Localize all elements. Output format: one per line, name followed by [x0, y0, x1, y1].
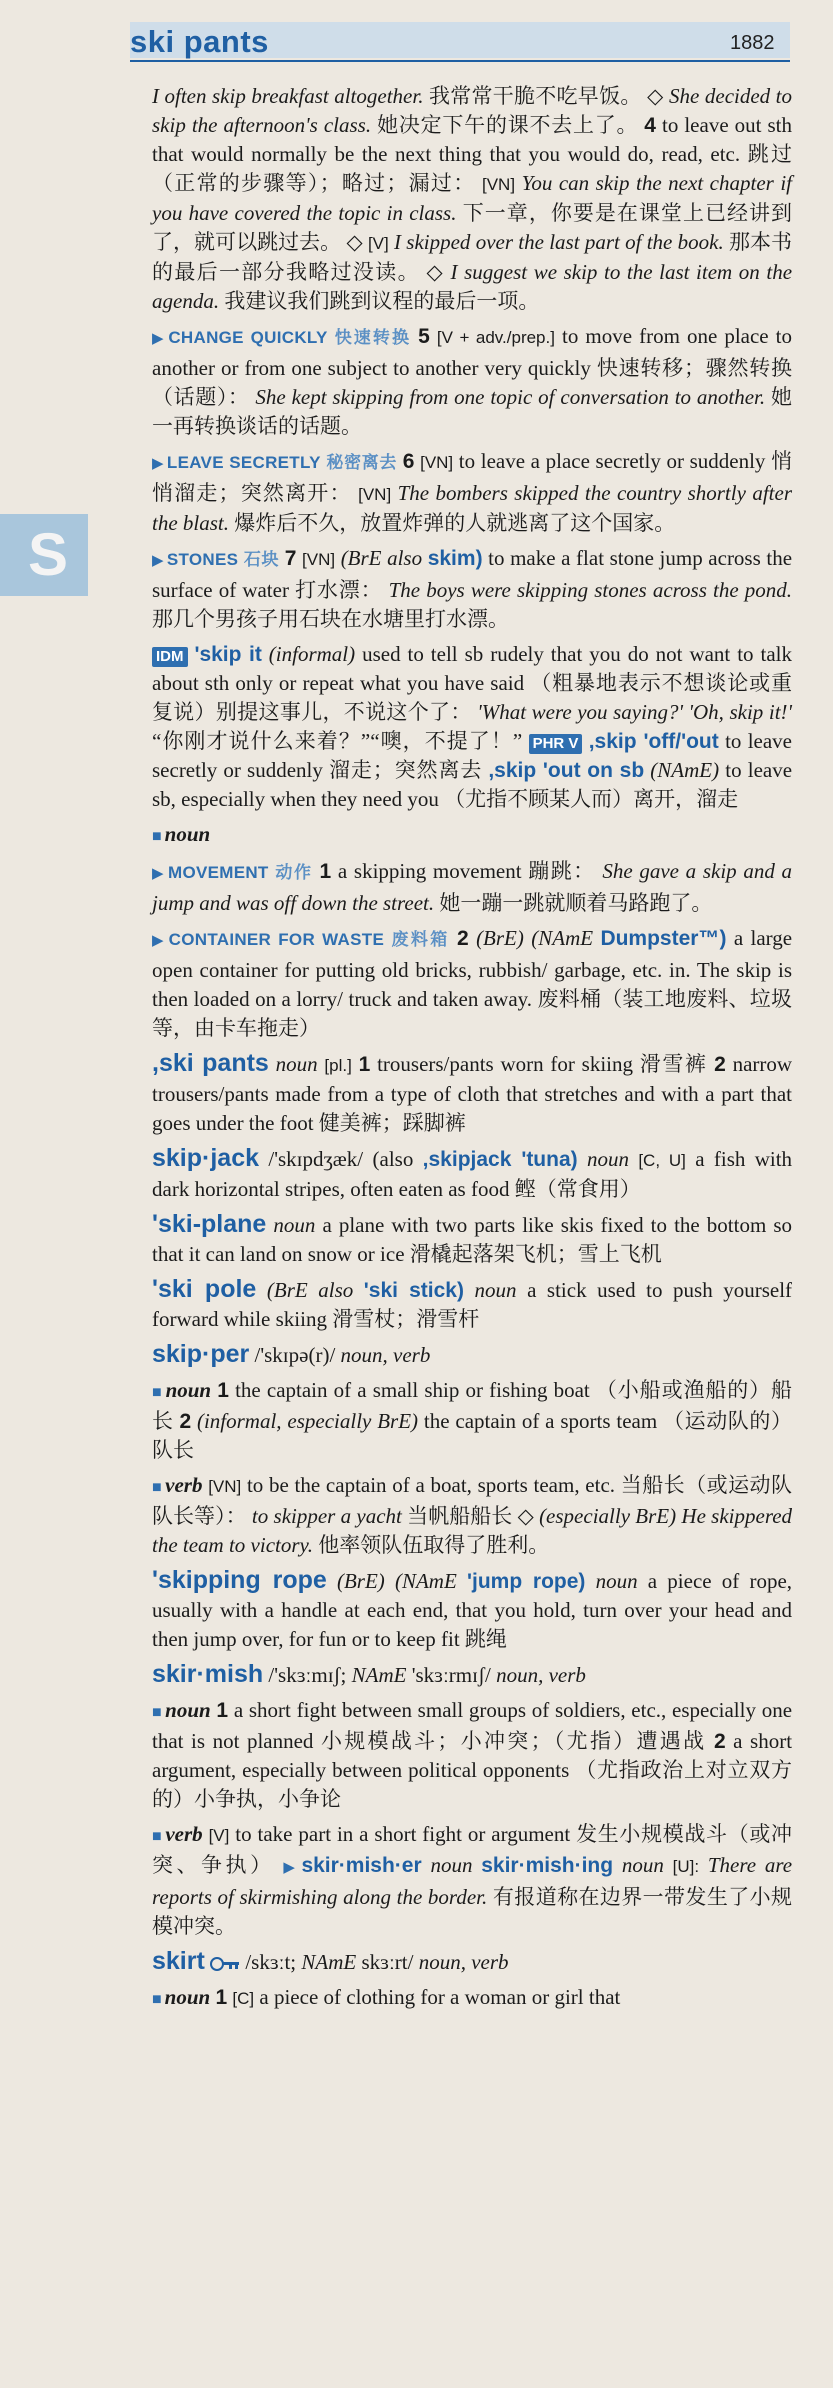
headword: 'ski pole: [152, 1275, 257, 1303]
skipper-verb: ■ verb [VN] to be the captain of a boat, sports team, etc. 当船长（或运动队队长等）： to skipper a yacht 当帆船船长 ◇ (especially BrE) He skippered the team to victory. 他率领队伍取得了胜利。: [152, 1473, 793, 1557]
entry-skipjack: skip·jack /'skɪpdʒæk/ (also ,skipjack 'tuna) noun [C, U] a fish with dark horizontal stripes, often eaten as food 鲣（常食用）: [152, 1144, 793, 1201]
entry-skipping-rope: 'skipping rope (BrE) (NAmE 'jump rope) noun a piece of rope, usually with a handle at each end, that you hold, turn over your head and then jump over, for fun or to keep fit 跳绳: [152, 1566, 793, 1651]
headword: 'ski-plane: [152, 1210, 267, 1238]
sense-leave-secretly: ▶ LEAVE SECRETLY 秘密离去 6 [VN] to leave a place secretly or suddenly 悄悄溜走；突然离开： [VN] The bombers skipped the country shortly after the blast. 爆炸后不久，放置炸弹的人就逃离了这个国家。: [152, 449, 793, 535]
triangle-bullet-icon: ▶: [152, 933, 166, 949]
square-bullet-icon: ■: [152, 1384, 163, 1401]
entry-skipper: skip·per /'skɪpə(r)/ noun, verb: [152, 1340, 431, 1368]
triangle-bullet-icon: ▶: [283, 1860, 299, 1876]
skipper-noun: ■ noun 1 the captain of a small ship or fishing boat （小船或渔船的）船长 2 (informal, especially BrE) the captain of a sports team （运动队的）队长: [152, 1378, 793, 1462]
square-bullet-icon: ■: [152, 1704, 163, 1721]
skip-verb-continuation: I often skip breakfast altogether. 我常常干脆不吃早饭。 ◇ She decided to skip the afternoon's class. 她决定下午的课不去上了。 4 to leave out sth that would normally be the next thing that you would do, read, etc. 跳过（正常的步骤等）；略过；漏过： [VN] You can skip the next chapter if you have covered the topic in class. 下一章，你要是在课堂上已经讲到了，就可以跳过去。 ◇ [V] I skipped over the last part of the book. 那本书的最后一部分我略过没读。 ◇ I suggest we skip to the last item on the agenda. 我建议我们跳到议程的最后一项。: [152, 84, 793, 313]
sense-stones: ▶ STONES 石块 7 [VN] (BrE also skim) to make a flat stone jump across the surface of water 打水漂： The boys were skipping stones across the pond. 那几个男孩子用石块在水塘里打水漂。: [152, 546, 793, 631]
square-bullet-icon: ■: [152, 1828, 163, 1845]
sense-change-quickly: ▶ CHANGE QUICKLY 快速转换 5 [V + adv./prep.] to move from one place to another or from one subject to another very quickly 快速转移；骤然转换（话题）： She kept skipping from one topic of conversation to another. 她一再转换谈话的话题。: [152, 324, 793, 438]
headword: skip·per: [152, 1340, 250, 1368]
signpost: MOVEMENT: [167, 863, 269, 882]
key-icon: [210, 1957, 240, 1971]
page-number: 1882: [730, 32, 775, 54]
signpost: STONES: [166, 550, 239, 569]
triangle-bullet-icon: ▶: [152, 331, 166, 347]
skirt-noun: ■ noun 1 [C] a piece of clothing for a woman or girl that: [152, 1985, 621, 2009]
headword: ,ski pants: [152, 1049, 269, 1077]
triangle-bullet-icon: ▶: [152, 553, 164, 569]
square-bullet-icon: ■: [152, 1991, 162, 2008]
skip-noun-label: ■ noun: [152, 822, 211, 846]
signpost: CONTAINER FOR WASTE: [168, 930, 385, 949]
triangle-bullet-icon: ▶: [152, 866, 165, 882]
entry-skirmish: skir·mish /'skɜːmɪʃ; NAmE 'skɜːrmɪʃ/ noun, verb: [152, 1660, 586, 1688]
phrasal-verb-badge: PHR V: [529, 734, 583, 754]
idiom-badge: IDM: [152, 647, 188, 667]
square-bullet-icon: ■: [152, 1479, 163, 1496]
triangle-bullet-icon: ▶: [152, 456, 164, 472]
headword: skirt: [152, 1947, 205, 1975]
dictionary-column: [152, 82, 792, 2020]
headword: skip·jack: [152, 1144, 260, 1172]
entry-ski-pants: ,ski pants noun [pl.] 1 trousers/pants worn for skiing 滑雪裤 2 narrow trousers/pants made from a type of cloth that stretches and with a part that goes under the foot 健美裤；踩脚裤: [152, 1049, 793, 1135]
sense-movement: ▶ MOVEMENT 动作 1 a skipping movement 蹦跳： She gave a skip and a jump and was off down the street. 她一蹦一跳就顺着马路跑了。: [152, 859, 793, 915]
headword: skir·mish: [152, 1660, 264, 1688]
skirmish-noun: ■ noun 1 a short fight between small groups of soldiers, etc., especially one that is not planned 小规模战斗；小冲突；（尤指）遭遇战 2 a short argument, especially between political opponents （尤指政治上对立双方的）小争执，小争论: [152, 1698, 793, 1811]
entry-skirt: skirt /skɜːt; NAmE skɜːrt/ noun, verb: [152, 1947, 509, 1975]
signpost: LEAVE SECRETLY: [166, 453, 321, 472]
square-bullet-icon: ■: [152, 828, 162, 845]
idiom-block: IDM 'skip it (informal) used to tell sb rudely that you do not want to talk about sth only or repeat what you have said （粗暴地表示不想谈论或重复说）别提这事儿，不说这个了： 'What were you saying?' 'Oh, skip it!' “你刚才说什么来着？”“噢，不提了！” PHR V ,skip 'off/'out to leave secretly or suddenly 溜走；突然离去 ,skip 'out on sb (NAmE) to leave sb, especially when they need you （尤指不顾某人而）离开，溜走: [152, 642, 793, 811]
header-rule: [130, 60, 790, 62]
entry-ski-plane: 'ski-plane noun a plane with two parts like skis fixed to the bottom so that it can land on snow or ice 滑橇起落架飞机；雪上飞机: [152, 1210, 793, 1266]
sense-container-for-waste: ▶ CONTAINER FOR WASTE 废料箱 2 (BrE) (NAmE Dumpster™) a large open container for putting old bricks, rubbish/ garbage, etc. in. The skip is then loaded on a lorry/ truck and taken away. 废料桶（装工地废料、垃圾等，由卡车拖走）: [152, 926, 793, 1040]
entry-ski-pole: 'ski pole (BrE also 'ski stick) noun a stick used to push yourself forward while skiing 滑雪杖；滑雪杆: [152, 1275, 793, 1331]
thumb-index-letter: S: [28, 521, 69, 588]
signpost: CHANGE QUICKLY: [168, 328, 328, 347]
headword: 'skipping rope: [152, 1566, 327, 1594]
running-head: ski pants: [130, 24, 269, 59]
skirmish-verb: ■ verb [V] to take part in a short fight or argument 发生小规模战斗（或冲突、争执） ▶ skir·mish·er noun skir·mish·ing noun [U]: There are reports of skirmishing along the border. 有报道称在边界一带发生了小规模冲突。: [152, 1822, 793, 1938]
